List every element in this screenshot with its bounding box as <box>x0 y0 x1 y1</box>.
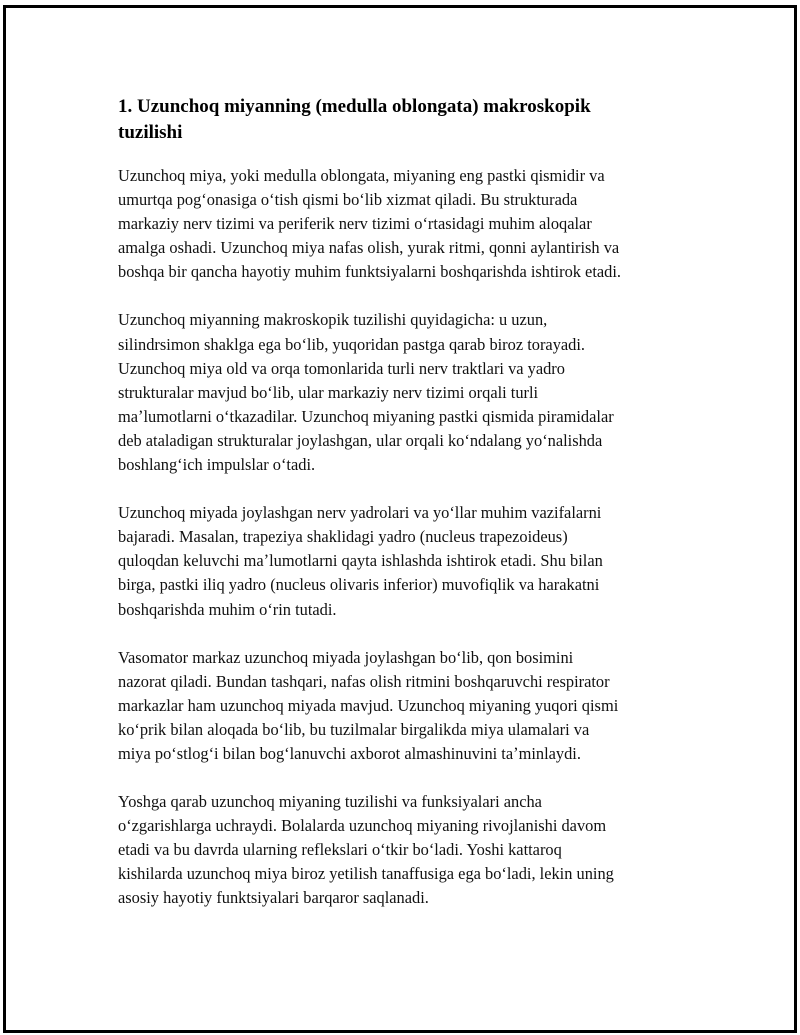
paragraph-line: Uzunchoq miya, yoki medulla oblongata, miyaning eng pastki qismidir va <box>118 166 605 185</box>
paragraph-line: etadi va bu davrda ularning reflekslari oʻtkir boʻladi. Yoshi kattaroq <box>118 840 562 860</box>
section-heading <box>118 94 686 146</box>
paragraph-line: asosiy hayotiy funktsiyalari barqaror saqlanadi. <box>118 888 429 908</box>
paragraph-line: boshlangʻich impulslar oʻtadi. <box>118 455 316 475</box>
paragraph-line: umurtqa pogʻonasiga oʻtish qismi boʻlib xizmat qiladi. Bu strukturada <box>118 190 578 210</box>
paragraph-line: koʻprik bilan aloqada boʻlib, bu tuzilmalar birgalikda miya ulamalari va <box>118 719 590 739</box>
paragraph-line: bajaradi. Masalan, trapeziya shaklidagi yadro (nucleus trapezoideus) <box>118 527 568 547</box>
paragraph <box>118 164 686 284</box>
paragraph <box>118 646 686 766</box>
paragraph <box>118 501 686 621</box>
paragraph-line: kishilarda uzunchoq miya biroz yetilish tanaffusiga ega boʻladi, lekin uning <box>118 864 614 884</box>
document-body <box>118 94 686 935</box>
paragraph-line: Uzunchoq miya old va orqa tomonlarida turli nerv traktlari va yadro <box>118 358 565 378</box>
heading-line: tuzilishi <box>118 122 183 143</box>
paragraph-line: oʻzgarishlarga uchraydi. Bolalarda uzunchoq miyaning rivojlanishi davom <box>118 816 607 836</box>
paragraph-line: birga, pastki iliq yadro (nucleus olivaris inferior) muvofiqlik va harakatni <box>118 575 600 595</box>
paragraph-line: Uzunchoq miyada joylashgan nerv yadrolari va yoʻllar muhim vazifalarni <box>118 503 602 523</box>
paragraph-line: markazlar ham uzunchoq miyada mavjud. Uzunchoq miyaning yuqori qismi <box>118 695 619 715</box>
paragraph-line: boshqarishda muhim oʻrin tutadi. <box>118 599 337 619</box>
paragraph-line: Yoshga qarab uzunchoq miyaning tuzilishi va funksiyalari ancha <box>118 792 542 812</box>
paragraph-line: miya poʻstlogʻi bilan bogʻlanuvchi axborot almashinuvini taʼminlaydi. <box>118 743 581 763</box>
paragraph <box>118 308 686 477</box>
paragraph-line: Vasomator markaz uzunchoq miyada joylashgan boʻlib, qon bosimini <box>118 647 574 667</box>
paragraph-line: maʼlumotlarni oʻtkazadilar. Uzunchoq miyaning pastki qismida piramidalar <box>118 406 614 426</box>
paragraph-line: deb ataladigan strukturalar joylashgan, ular orqali koʻndalang yoʻnalishda <box>118 430 603 450</box>
paragraph-line: quloqdan keluvchi maʼlumotlarni qayta ishlashda ishtirok etadi. Shu bilan <box>118 551 603 571</box>
paragraph-line: strukturalar mavjud boʻlib, ular markaziy nerv tizimi orqali turli <box>118 382 539 402</box>
paragraph-line: amalga oshadi. Uzunchoq miya nafas olish, yurak ritmi, qonni aylantirish va <box>118 238 620 258</box>
paragraph-line: markaziy nerv tizimi va periferik nerv tizimi oʻrtasidagi muhim aloqalar <box>118 214 592 234</box>
paragraph-line: Uzunchoq miyanning makroskopik tuzilishi quyidagicha: u uzun, <box>118 310 548 330</box>
paragraph <box>118 790 686 910</box>
paragraph-line: silindrsimon shaklga ega boʻlib, yuqoridan pastga qarab biroz torayadi. <box>118 334 586 354</box>
paragraph-line: nazorat qiladi. Bundan tashqari, nafas olish ritmini boshqaruvchi respirator <box>118 671 610 691</box>
heading-line: 1. Uzunchoq miyanning (medulla oblongata) makroskopik <box>118 96 591 117</box>
paragraph-line: boshqa bir qancha hayotiy muhim funktsiyalarni boshqarishda ishtirok etadi. <box>118 262 622 282</box>
